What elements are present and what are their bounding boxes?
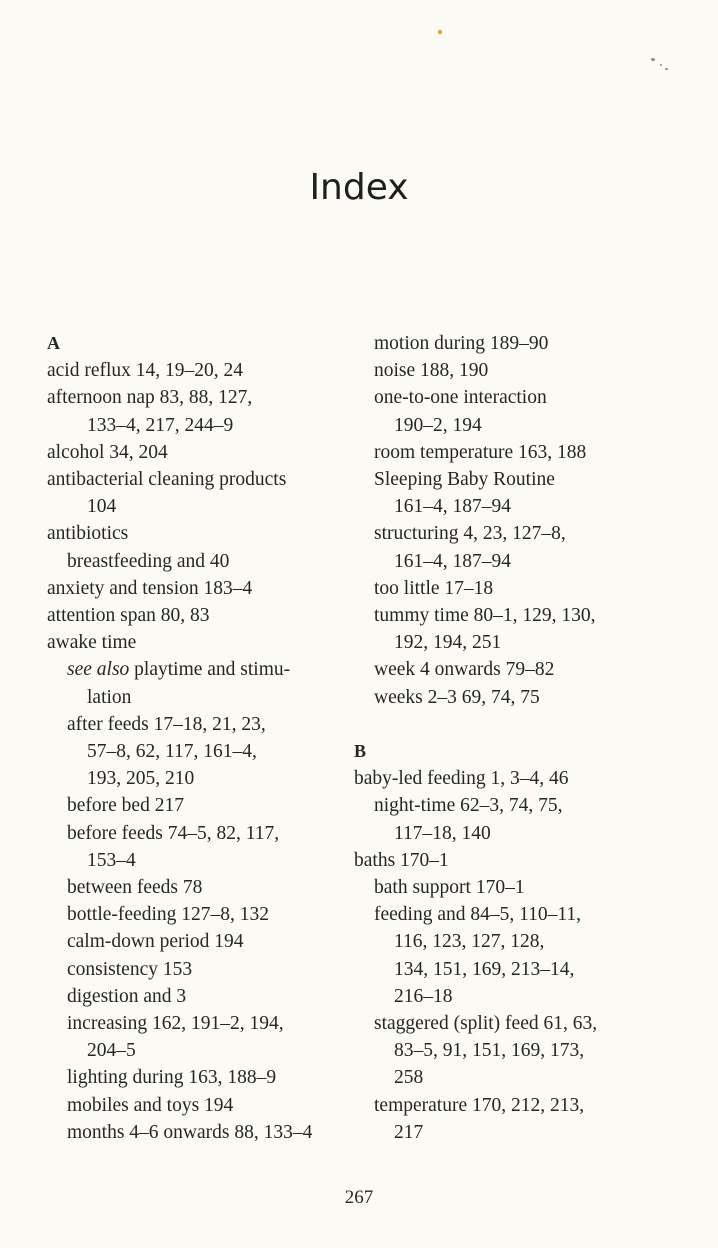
index-entry: months 4–6 onwards 88, 133–4 [67, 1121, 313, 1143]
index-entry: 57–8, 62, 117, 161–4, [87, 741, 257, 763]
index-entry: before bed 217 [67, 795, 184, 817]
index-entry: calm-down period 194 [67, 931, 244, 953]
index-entry [47, 656, 367, 683]
paper-speck [665, 68, 668, 70]
index-entry: acid reflux 14, 19–20, 24 [47, 360, 244, 382]
index-entry: antibiotics [47, 523, 129, 545]
index-entry: 204–5 [87, 1040, 136, 1062]
index-entry: bath support 170–1 [374, 877, 525, 899]
index-entry: 216–18 [394, 985, 453, 1007]
index-entry: 117–18, 140 [394, 822, 491, 844]
index-entry: 161–4, 187–94 [394, 550, 511, 572]
index-entry: 116, 123, 127, 128, [394, 931, 545, 953]
index-entry: bottle-feeding 127–8, 132 [67, 904, 269, 926]
index-entry: motion during 189–90 [374, 333, 549, 354]
index-entry: one-to-one interaction [374, 387, 547, 409]
index-entry: feeding and 84–5, 110–11, [374, 904, 582, 926]
index-entry: noise 188, 190 [374, 360, 489, 382]
index-entry: 192, 194, 251 [394, 632, 502, 654]
index-entry: 134, 151, 169, 213–14, [394, 958, 575, 980]
index-entry: weeks 2–3 69, 74, 75 [374, 686, 540, 708]
index-entry: tummy time 80–1, 129, 130, [374, 605, 596, 627]
index-entry: before feeds 74–5, 82, 117, [67, 822, 280, 844]
section-spacer [354, 711, 674, 738]
index-entry: 190–2, 194 [394, 414, 482, 436]
index-entry: digestion and 3 [67, 985, 187, 1007]
index-entry: 258 [394, 1067, 424, 1089]
index-entry: attention span 80, 83 [47, 605, 210, 627]
index-entry: lighting during 163, 188–9 [67, 1067, 277, 1089]
paper-speck [651, 58, 655, 61]
index-entry-text: playtime and stimu- [129, 659, 291, 681]
index-entry: 104 [87, 496, 117, 518]
index-entry: too little 17–18 [374, 577, 494, 599]
page-title: Index [309, 167, 409, 208]
index-entry: baths 170–1 [354, 849, 449, 871]
index-entry: antibacterial cleaning products [47, 469, 287, 491]
index-entry: 161–4, 187–94 [394, 496, 511, 518]
index-entry: afternoon nap 83, 88, 127, [47, 387, 253, 409]
index-entry: increasing 162, 191–2, 194, [67, 1013, 284, 1035]
index-section-letter: B [354, 741, 367, 762]
cross-reference-label: see also [67, 659, 130, 681]
index-entry: 83–5, 91, 151, 169, 173, [394, 1040, 585, 1062]
paper-speck [438, 30, 442, 34]
index-entry: week 4 onwards 79–82 [374, 659, 555, 681]
index-entry: baby-led feeding 1, 3–4, 46 [354, 768, 569, 790]
page-number: 267 [344, 1187, 374, 1208]
index-entry: anxiety and tension 183–4 [47, 577, 253, 599]
index-entry: 193, 205, 210 [87, 768, 195, 790]
index-section-letter: A [47, 333, 60, 353]
index-entry: structuring 4, 23, 127–8, [374, 523, 566, 545]
index-column-left [47, 330, 367, 1146]
index-entry: staggered (split) feed 61, 63, [374, 1013, 598, 1035]
index-column-right [354, 330, 674, 1146]
index-entry: mobiles and toys 194 [67, 1094, 234, 1116]
index-entry: 217 [394, 1121, 424, 1143]
index-entry: Sleeping Baby Routine [374, 469, 555, 491]
index-entry: after feeds 17–18, 21, 23, [67, 713, 266, 735]
index-entry: lation [87, 686, 132, 708]
index-entry: breastfeeding and 40 [67, 550, 230, 572]
paper-speck [660, 64, 662, 66]
index-entry: temperature 170, 212, 213, [374, 1094, 585, 1116]
index-entry: alcohol 34, 204 [47, 441, 168, 463]
index-entry: between feeds 78 [67, 877, 203, 899]
index-entry: consistency 153 [67, 958, 193, 980]
index-entry: night-time 62–3, 74, 75, [374, 795, 563, 817]
index-entry: 153–4 [87, 849, 136, 871]
index-entry: awake time [47, 632, 137, 654]
index-entry: room temperature 163, 188 [374, 441, 587, 463]
index-entry: 133–4, 217, 244–9 [87, 414, 234, 436]
